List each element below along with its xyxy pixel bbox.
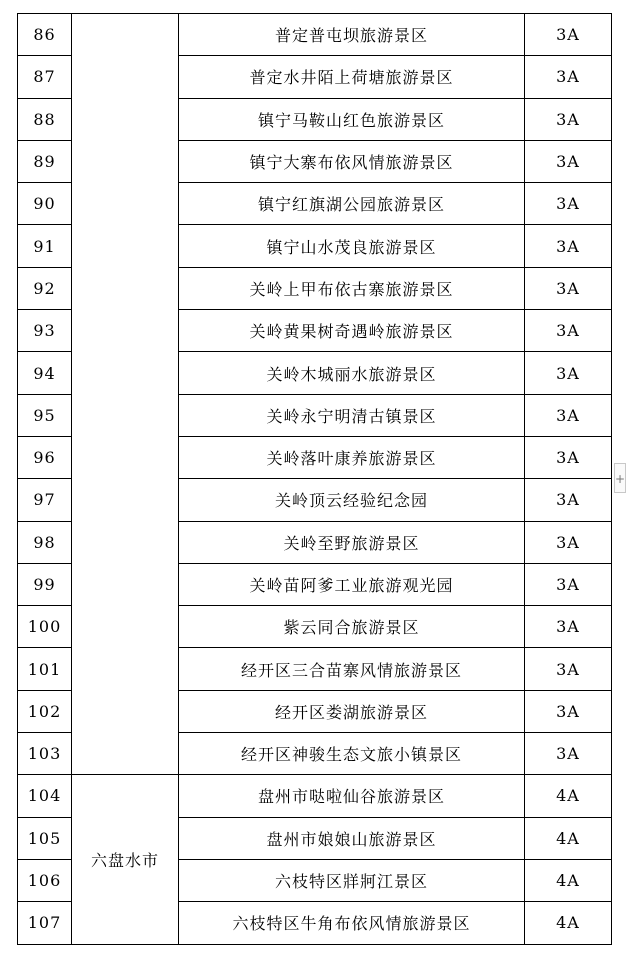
row-number: 99 [18,563,72,605]
scenic-area-name: 经开区三合苗寨风情旅游景区 [179,648,525,690]
grade-cell: 4A [525,775,612,817]
scenic-area-name: 关岭顶云经验纪念园 [179,479,525,521]
row-number: 88 [18,98,72,140]
grade-cell: 3A [525,310,612,352]
city-cell: 六盘水市 [72,775,179,944]
grade-cell: 3A [525,140,612,182]
scenic-area-table [17,13,612,945]
grade-cell: 3A [525,479,612,521]
grade-cell: 3A [525,183,612,225]
grade-cell: 3A [525,98,612,140]
grade-cell: 3A [525,606,612,648]
grade-cell: 4A [525,902,612,944]
grade-cell: 3A [525,56,612,98]
scenic-area-name: 镇宁山水茂良旅游景区 [179,225,525,267]
grade-cell: 3A [525,267,612,309]
grade-cell: 3A [525,648,612,690]
scenic-area-name: 经开区神骏生态文旅小镇景区 [179,733,525,775]
scenic-area-name: 关岭黄果树奇遇岭旅游景区 [179,310,525,352]
scenic-area-name: 盘州市娘娘山旅游景区 [179,817,525,859]
scenic-area-name: 关岭木城丽水旅游景区 [179,352,525,394]
grade-cell: 3A [525,14,612,56]
row-number: 92 [18,267,72,309]
grade-cell: 3A [525,352,612,394]
scenic-area-name: 普定普屯坝旅游景区 [179,14,525,56]
scenic-area-name: 镇宁大寨布依风情旅游景区 [179,140,525,182]
grade-cell: 3A [525,521,612,563]
row-number: 87 [18,56,72,98]
table-body [18,14,612,945]
row-number: 86 [18,14,72,56]
scenic-area-name: 关岭上甲布依古寨旅游景区 [179,267,525,309]
row-number: 95 [18,394,72,436]
scenic-area-name: 关岭至野旅游景区 [179,521,525,563]
row-number: 94 [18,352,72,394]
row-number: 93 [18,310,72,352]
row-number: 90 [18,183,72,225]
row-number: 96 [18,436,72,478]
row-number: 91 [18,225,72,267]
row-number: 101 [18,648,72,690]
scenic-area-name: 关岭苗阿爹工业旅游观光园 [179,563,525,605]
grade-cell: 3A [525,436,612,478]
scenic-area-name: 镇宁红旗湖公园旅游景区 [179,183,525,225]
row-number: 104 [18,775,72,817]
table-row [18,775,612,817]
row-number: 98 [18,521,72,563]
scenic-area-name: 关岭落叶康养旅游景区 [179,436,525,478]
row-number: 106 [18,859,72,901]
scenic-area-name: 六枝特区牂牁江景区 [179,859,525,901]
city-cell [72,14,179,775]
row-number: 107 [18,902,72,944]
grade-cell: 3A [525,563,612,605]
scenic-area-name: 紫云同合旅游景区 [179,606,525,648]
scenic-area-name: 普定水井陌上荷塘旅游景区 [179,56,525,98]
row-number: 103 [18,733,72,775]
grade-cell: 3A [525,394,612,436]
scenic-area-name: 六枝特区牛角布依风情旅游景区 [179,902,525,944]
row-number: 97 [18,479,72,521]
grade-cell: 3A [525,733,612,775]
table-row [18,14,612,56]
grade-cell: 3A [525,690,612,732]
row-number: 102 [18,690,72,732]
scenic-area-name: 盘州市哒啦仙谷旅游景区 [179,775,525,817]
scenic-area-name: 关岭永宁明清古镇景区 [179,394,525,436]
row-number: 100 [18,606,72,648]
scenic-area-name: 镇宁马鞍山红色旅游景区 [179,98,525,140]
scenic-area-name: 经开区娄湖旅游景区 [179,690,525,732]
grade-cell: 4A [525,859,612,901]
grade-cell: 4A [525,817,612,859]
row-number: 105 [18,817,72,859]
row-number: 89 [18,140,72,182]
grade-cell: 3A [525,225,612,267]
table-add-handle[interactable]: + [614,463,626,493]
